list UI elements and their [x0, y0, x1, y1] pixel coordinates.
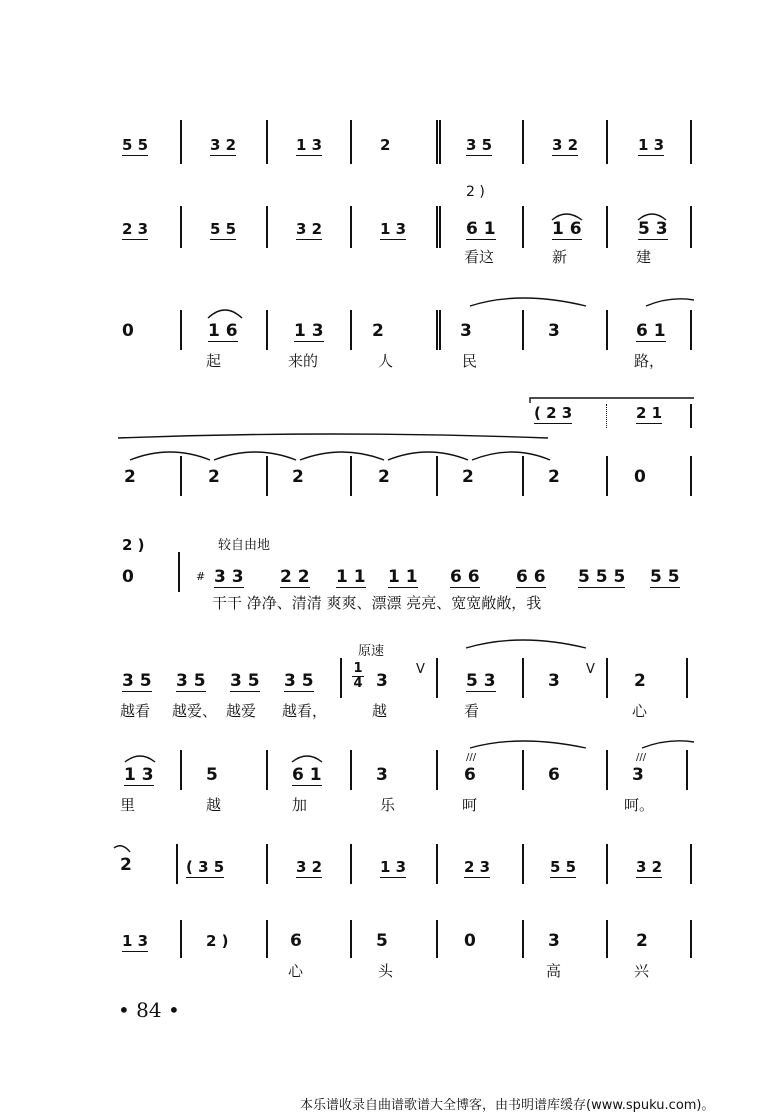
note-group: 2 [380, 136, 391, 154]
note-group: 3 [376, 671, 388, 691]
bar-line [436, 920, 438, 958]
lyric: 里 [120, 796, 136, 814]
bar-line [606, 310, 608, 350]
bar-line [266, 920, 268, 958]
score-row-5 [0, 530, 776, 620]
note-group: 1 6 [208, 321, 238, 341]
breath-mark: V [586, 662, 595, 677]
note-group: 3 [548, 671, 560, 691]
note-group: 3 2 [296, 220, 323, 238]
note-group: 2 2 [280, 567, 310, 587]
note-group: 1 6 [552, 219, 582, 239]
note-group: 3 5 [176, 671, 206, 691]
note-group: 3 2 [552, 136, 579, 154]
bar-line [436, 658, 438, 698]
tempo-marking: 原速 [358, 644, 385, 659]
lyric: 新 [552, 248, 568, 266]
bar-line [522, 844, 524, 884]
note-group: 2 [124, 467, 136, 487]
lyric: 民 [462, 352, 478, 370]
note-group: 3 [548, 931, 560, 951]
bar-line [606, 456, 608, 496]
score-row-3 [0, 296, 776, 376]
bar-line [176, 844, 178, 884]
note-group: 2 [120, 855, 132, 875]
note-group: 2 [378, 467, 390, 487]
lyric: 看这 [464, 248, 495, 266]
note-group: 6 [464, 765, 476, 785]
bar-line [606, 658, 608, 698]
note-group: 3 5 [284, 671, 314, 691]
note-group: 1 3 [294, 321, 324, 341]
note-group: 5 [206, 765, 218, 785]
score-row-4 [0, 396, 776, 506]
bar-line [606, 920, 608, 958]
lyric: 头 [378, 962, 394, 980]
tempo-marking: 较自由地 [218, 538, 271, 553]
bar-line [690, 206, 692, 248]
note-group: 1 1 [336, 567, 366, 587]
bar-line [522, 456, 524, 496]
time-signature [352, 662, 364, 691]
bar-line [690, 310, 692, 350]
note-group: 0 [122, 321, 134, 341]
note-group: 2 [548, 467, 560, 487]
bracket-note: 2 ) [466, 184, 485, 200]
double-bar-line [436, 120, 441, 164]
lyric: 越看 [120, 702, 151, 720]
bar-line [350, 844, 352, 884]
bar-line [690, 456, 692, 496]
lyric: 来的 [288, 352, 319, 370]
dotted-bar-line [606, 404, 609, 428]
note-group: 2 3 [464, 858, 491, 876]
lyric: 越爱 [226, 702, 257, 720]
score-row-6 [0, 636, 776, 726]
note-group: 2 [372, 321, 384, 341]
note-group: 2 [636, 931, 648, 951]
bar-line [180, 456, 182, 496]
bar-line [350, 456, 352, 496]
note-group: 5 3 [466, 671, 496, 691]
bar-line [180, 310, 182, 350]
note-group: 1 3 [122, 932, 149, 950]
bar-line [436, 844, 438, 884]
note-group: 0 [464, 931, 476, 951]
score-row-2 [0, 180, 776, 270]
lyric: 心 [288, 962, 304, 980]
note-group: 3 [460, 321, 472, 341]
bar-line [266, 120, 268, 164]
bar-line [350, 310, 352, 350]
double-bar-line [436, 206, 441, 248]
lyric: 越 [206, 796, 222, 814]
score-row-8 [0, 842, 776, 892]
bar-line [340, 658, 342, 698]
bar-line [690, 920, 692, 958]
note-group: 6 1 [292, 765, 322, 785]
bar-line [606, 206, 608, 248]
trill-mark: /// [636, 752, 647, 763]
note-group: 0 [122, 567, 134, 587]
bar-line [180, 206, 182, 248]
note-group: 2 [208, 467, 220, 487]
bar-line [266, 456, 268, 496]
bar-line [178, 552, 180, 592]
note-group: 5 [376, 931, 388, 951]
footer-source-note: 本乐谱收录自曲谱歌谱大全博客，由书明谱库缓存(www.spuku.com)。 [300, 1098, 715, 1113]
bar-line [686, 750, 688, 790]
bar-line [266, 844, 268, 884]
breath-mark: V [416, 662, 425, 677]
lyric: 心 [632, 702, 648, 720]
bar-line [690, 404, 692, 428]
lyric: 看 [464, 702, 480, 720]
bar-line [180, 750, 182, 790]
bar-line [690, 844, 692, 884]
note-group: ( 3 5 [186, 858, 225, 876]
note-group: 5 5 [650, 567, 680, 587]
bar-line [350, 750, 352, 790]
lyric: 路， [634, 352, 665, 370]
bar-line [686, 658, 688, 698]
note-group: 3 [632, 765, 644, 785]
score-row-1 [0, 118, 776, 168]
bar-line [522, 120, 524, 164]
bar-line [266, 750, 268, 790]
double-bar-line [436, 310, 441, 350]
note-group: 6 1 [636, 321, 666, 341]
note-group: 1 1 [388, 567, 418, 587]
lyric: 越 [372, 702, 388, 720]
bar-line [522, 750, 524, 790]
note-group: 5 3 [638, 219, 668, 239]
bar-line [350, 120, 352, 164]
bar-line [690, 120, 692, 164]
bar-line [180, 920, 182, 958]
lyric-line: 干干 净净、清清 爽爽、漂漂 亮亮、宽宽敞敞，我 [212, 594, 542, 612]
lyric: 起 [206, 352, 222, 370]
free-tempo-mark: # [196, 570, 206, 583]
note-group: 6 [290, 931, 302, 951]
note-group: 2 [462, 467, 474, 487]
score-row-9 [0, 918, 776, 988]
note-group: 3 2 [210, 136, 237, 154]
lyric: 人 [378, 352, 394, 370]
lyric: 呵。 [624, 796, 655, 814]
note-group: 2 1 [636, 404, 663, 422]
note-group: 3 3 [214, 567, 244, 587]
note-group: 2 ) [122, 536, 145, 554]
note-group: 5 5 [550, 858, 577, 876]
bar-line [606, 750, 608, 790]
note-group: 6 [548, 765, 560, 785]
lyric: 乐 [380, 796, 396, 814]
note-group: 6 6 [450, 567, 480, 587]
note-group: 2 3 [122, 220, 149, 238]
bar-line [180, 120, 182, 164]
note-group: 3 5 [122, 671, 152, 691]
bar-line [436, 750, 438, 790]
lyric: 呵 [462, 796, 478, 814]
note-group: 1 3 [124, 765, 154, 785]
lyric: 高 [546, 962, 562, 980]
note-group: 3 [376, 765, 388, 785]
bar-line [350, 920, 352, 958]
note-group: ( 2 3 [534, 404, 573, 422]
note-group: 6 6 [516, 567, 546, 587]
note-group: 1 3 [380, 858, 407, 876]
note-group: 1 3 [296, 136, 323, 154]
lyric: 越看， [282, 702, 328, 720]
note-group: 1 3 [380, 220, 407, 238]
bar-line [522, 920, 524, 958]
lyric: 加 [292, 796, 308, 814]
bar-line [522, 658, 524, 698]
score-row-7 [0, 740, 776, 824]
note-group: 6 1 [466, 219, 496, 239]
note-group: 2 [292, 467, 304, 487]
bar-line [266, 206, 268, 248]
note-group: 1 3 [638, 136, 665, 154]
bar-line [606, 120, 608, 164]
lyric: 建 [636, 248, 652, 266]
lyric: 兴 [634, 962, 650, 980]
note-group: 5 5 5 [578, 567, 626, 587]
note-group: 2 ) [206, 932, 229, 950]
bar-line [266, 310, 268, 350]
bar-line [522, 310, 524, 350]
page-number: • 84 • [118, 998, 180, 1022]
bar-line [436, 456, 438, 496]
note-group: 3 5 [466, 136, 493, 154]
note-group: 5 5 [122, 136, 149, 154]
time-sig-bottom: 4 [353, 676, 363, 691]
bar-line [606, 844, 608, 884]
note-group: 3 2 [636, 858, 663, 876]
note-group: 0 [634, 467, 646, 487]
lyric: 越爱、 [172, 702, 218, 720]
time-sig-top: 1 [353, 661, 363, 676]
note-group: 3 [548, 321, 560, 341]
note-group: 3 5 [230, 671, 260, 691]
bar-line [350, 206, 352, 248]
bar-line [522, 206, 524, 248]
note-group: 5 5 [210, 220, 237, 238]
note-group: 2 [634, 671, 646, 691]
note-group: 3 2 [296, 858, 323, 876]
trill-mark: /// [466, 752, 477, 763]
